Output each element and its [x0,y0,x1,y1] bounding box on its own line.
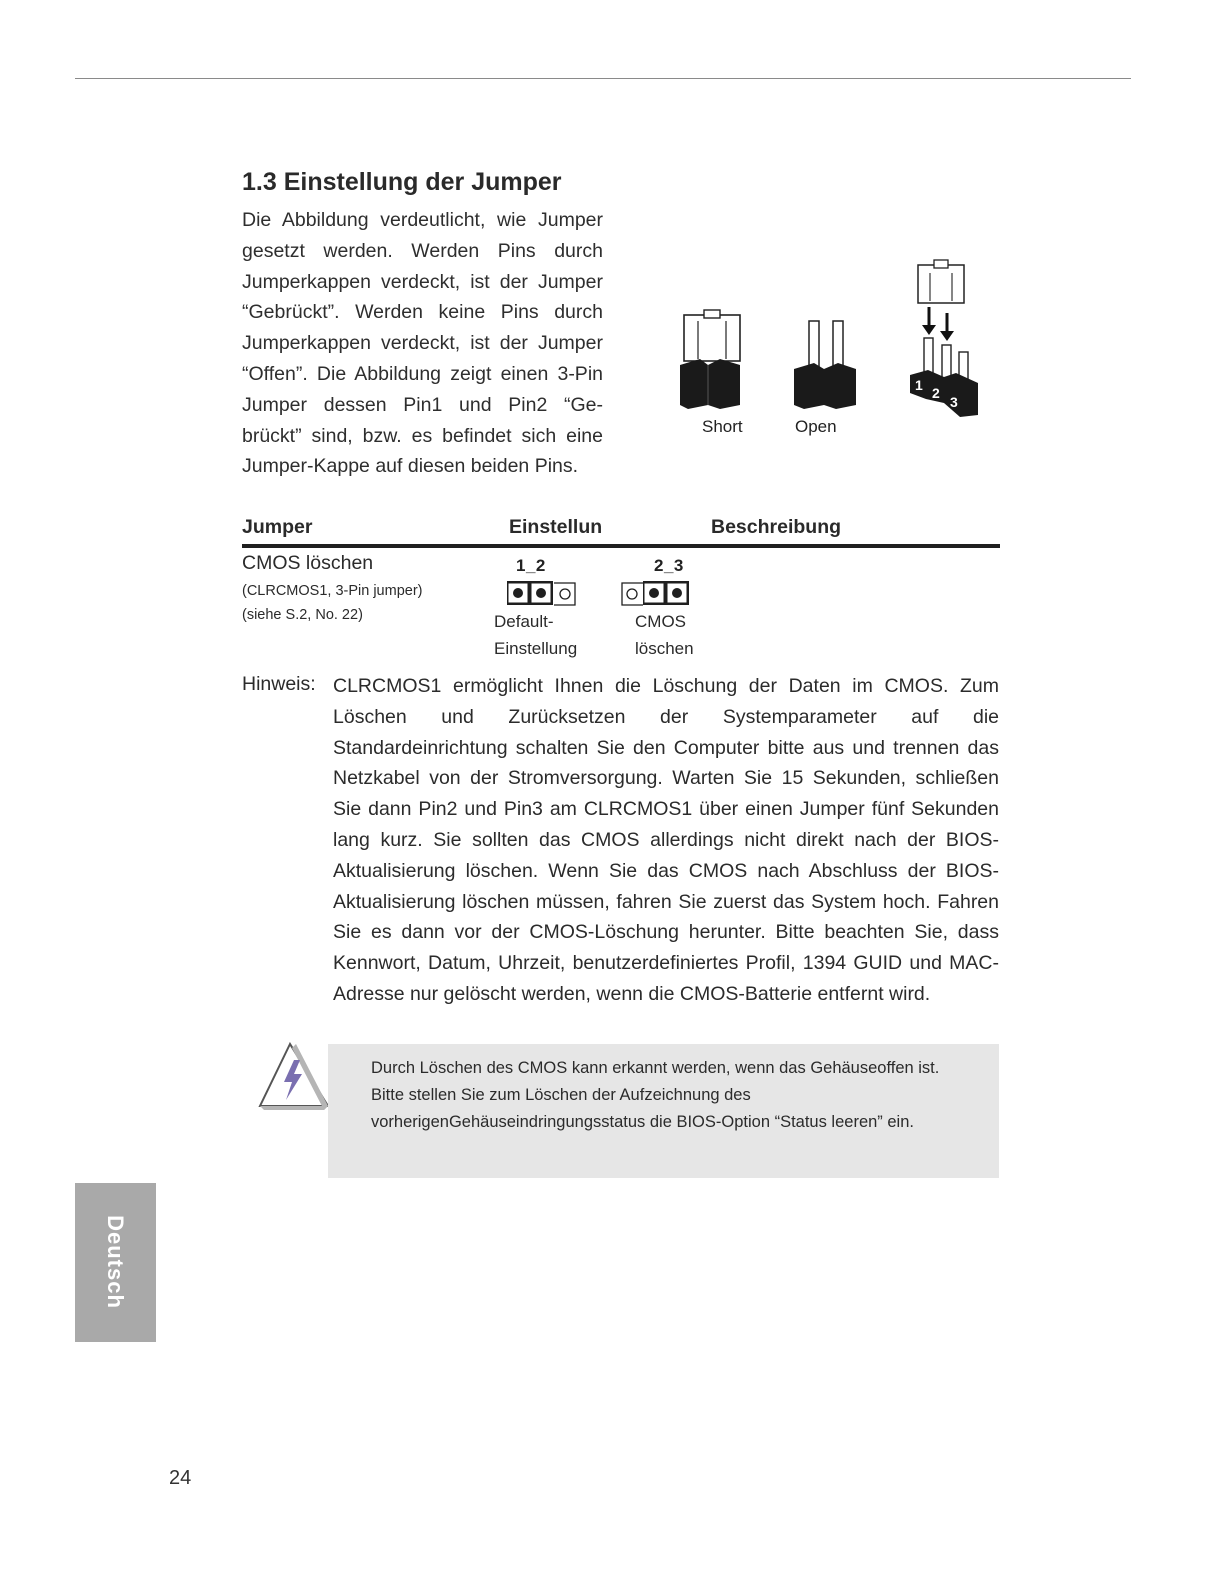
open-label: Open [795,417,837,436]
table-header-setting: Einstellun [509,516,603,538]
pin-number-3: 3 [950,394,958,410]
note-text: CLRCMOS1 ermöglicht Ihnen die Löschung der Daten im CMOS. Zum Löschen und Zurücksetzen der Systemparameter auf die Standardeinrichtung schalten Sie den Computer bitte aus und trennen das Netzkabel von der Stromversorgung. Warten Sie 15 Sekunden, schließen Sie dann Pin2 und Pin3 am CLRCMOS1 über einen Jumper fünf Sekunden lang kurz. Sie sollten das CMOS allerdings nicht direkt nach der BIOS-Aktualisierung löschen. Wenn Sie das CMOS nach Abschluss der BIOS-Aktualisierung löschen müssen, fahren Sie zuerst das System hoch. Fahren Sie es dann vor der CMOS-Löschung herunter. Bitte beachten Sie, dass Kennwort, Datum, Uhrzeit, benutzerdefiniertes Profil, 1394 GUID und MAC-Adresse nur gelöscht werden, wenn die CMOS-Batterie entfernt wird. [333,675,999,1005]
pin-number-1: 1 [915,377,923,393]
setting-caption-clear: CMOS [635,612,686,631]
jumper-illustration [660,255,1000,445]
jumper-name: CMOS löschen [242,552,374,574]
open-jumper-drawing [794,321,856,409]
setting-caption-clear-2: löschen [635,639,694,658]
section-title: 1.3 Einstellung der Jumper [242,168,562,196]
table-header-rule [242,544,1000,548]
note-label: Hinweis: [242,673,316,695]
warning-box [328,1044,999,1178]
pin-diagram-2-3 [620,581,690,607]
warning-text: Durch Löschen des CMOS kann erkannt werden, wenn das Gehäuseoffen ist. Bitte stellen Sie zum Löschen der Aufzeichnung des vorherigenGehäuseindringungsstatus die BIOS-Option “Status leeren” ein. [371,1059,940,1131]
setting-label-1-2: 1_2 [516,556,546,575]
language-tab [75,1183,156,1342]
short-label: Short [702,417,743,436]
warning-lightning-icon [256,1040,330,1112]
setting-label-2-3: 2_3 [654,556,684,575]
pin-number-2: 2 [932,385,940,401]
three-pin-jumper-drawing [910,260,978,417]
table-header-jumper: Jumper [242,516,313,538]
setting-caption-default: Default- [494,612,554,631]
header-rule [75,78,1131,79]
language-tab-label: Deutsch [103,1215,128,1309]
page-number: 24 [169,1467,192,1489]
short-jumper-drawing [680,310,740,409]
jumper-detail: (CLRCMOS1, 3-Pin jumper) [242,583,423,599]
jumper-reference: (siehe S.2, No. 22) [242,607,363,623]
intro-paragraph: Die Abbildung verdeutlicht, wie Jumper gesetzt werden. Werden Pins durch Jumperkappen verdeckt, ist der Jumper “Gebrückt”. Werden keine Pins durch Jumperkappen verdeckt, ist der Jumper “Offen”. Die Abbildung zeigt einen 3-Pin Jumper dessen Pin1 und Pin2 “Ge-brückt” sind, bzw. es befindet sich eine Jumper-Kappe auf diesen beiden Pins. [242,209,603,478]
table-header-description: Beschreibung [711,516,842,538]
pin-diagram-1-2 [507,581,577,607]
setting-caption-default-2: Einstellung [494,639,578,658]
